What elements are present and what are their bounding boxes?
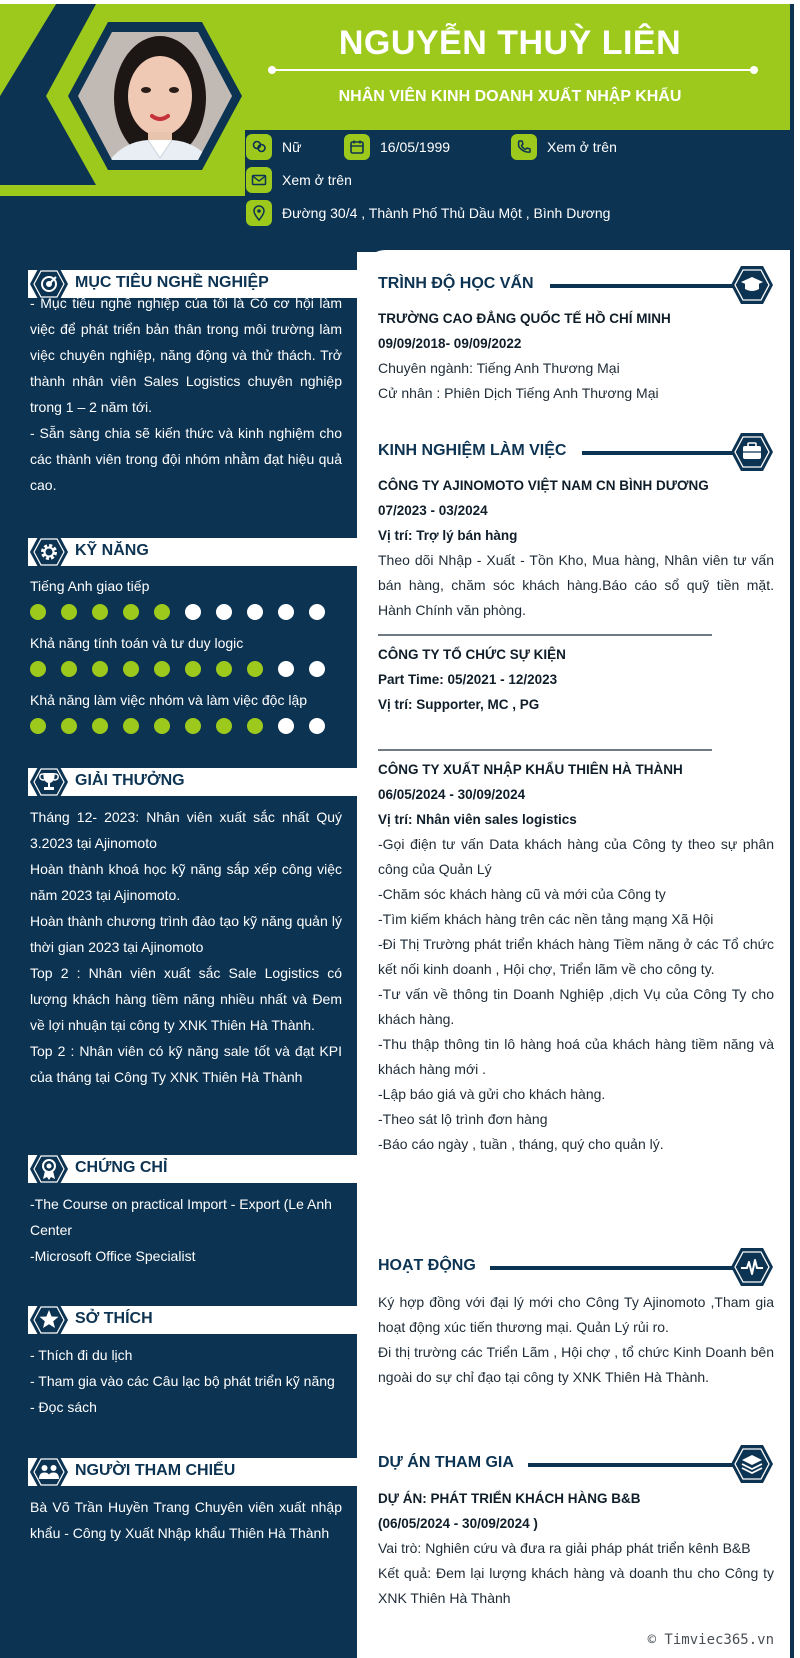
experience-header <box>378 432 774 472</box>
hobby-line: - Tham gia vào các Câu lạc bộ phát triển kỹ năng <box>30 1373 335 1389</box>
rating-dot-filled <box>92 661 108 677</box>
education-header <box>378 265 774 305</box>
rating-dot-filled <box>247 718 263 734</box>
rating-dot-filled <box>216 718 232 734</box>
rating-dot-filled <box>185 661 201 677</box>
rating-dot-filled <box>92 604 108 620</box>
activity-line: Đi thị trường các Triển Lãm , Hội chợ , tổ chức Kinh Doanh bên ngoài do sự chỉ đạo tại công ty XNK Thiên Hà Thành. <box>378 1344 774 1385</box>
project-result: Kết quả: Đem lại lượng khách hàng và doanh thu cho Công ty XNK Thiên Hà Thành <box>378 1565 774 1606</box>
certificate-medal-icon <box>29 1151 69 1187</box>
skill-label: Tiếng Anh giao tiếp <box>30 578 150 594</box>
rating-dot-empty <box>278 661 294 677</box>
job-position: Vị trí: Trợ lý bán hàng <box>378 528 518 543</box>
job-period: Part Time: 05/2021 - 12/2023 <box>378 672 558 687</box>
phone-value: Xem ở trên <box>547 139 617 155</box>
activities-title: HOẠT ĐỘNG <box>378 1257 476 1274</box>
job-detail: -Tìm kiếm khách hàng trên các nền tảng mạng Xã Hội <box>378 911 714 927</box>
job-company: CÔNG TY TỔ CHỨC SỰ KIỆN <box>378 647 566 662</box>
job-entry <box>378 473 774 623</box>
skill-label: Khả năng làm việc nhóm và làm việc độc lập <box>30 692 308 708</box>
education-degree: Cử nhân : Phiên Dịch Tiếng Anh Thương Mại <box>378 385 659 401</box>
gender-value: Nữ <box>282 139 302 155</box>
objective-title: MỤC TIÊU NGHỀ NGHIỆP <box>75 274 269 291</box>
activities-header <box>378 1247 774 1287</box>
email-icon <box>246 167 272 193</box>
activities-body <box>378 1290 774 1390</box>
education-period: 09/09/2018- 09/09/2022 <box>378 336 522 351</box>
location-pin-icon <box>246 200 272 226</box>
certificates-text <box>30 1191 342 1269</box>
people-icon <box>29 1454 69 1490</box>
job-position: Vị trí: Nhân viên sales logistics <box>378 812 577 827</box>
award-line: Top 2 : Nhân viên có kỹ năng sale tốt và đạt KPI của tháng tại Công Ty XNK Thiên Hà Thành <box>30 1043 342 1085</box>
rating-dot-filled <box>30 661 46 677</box>
job-company: CÔNG TY XUẤT NHẬP KHẨU THIÊN HÀ THÀNH <box>378 762 683 777</box>
rating-dot-filled <box>154 718 170 734</box>
job-divider <box>378 634 712 636</box>
projects-title: DỰ ÁN THAM GIA <box>378 1454 514 1471</box>
address-value: Đường 30/4 , Thành Phố Thủ Dầu Một , Bình Dương <box>282 205 611 221</box>
job-detail: -Tư vấn về thông tin Doanh Nghiệp ,dịch Vụ của Công Ty cho khách hàng. <box>378 986 774 1027</box>
job-detail: Theo dõi Nhập - Xuất - Tồn Kho, Mua hàng, Nhân viên tư vấn bán hàng, chăm sóc khách hàng.Báo cáo sổ quỹ tiền mặt. Hành Chính văn phòng. <box>378 552 774 618</box>
contact-gender <box>246 134 301 160</box>
project-role: Vai trò: Nghiên cứu và đưa ra giải pháp phát triển kênh B&B <box>378 1540 751 1556</box>
job-detail: -Báo cáo ngày , tuần , tháng, quý cho quản lý. <box>378 1136 664 1152</box>
certificates-header <box>0 1151 357 1187</box>
award-line: Tháng 12- 2023: Nhân viên xuất sắc nhất Quý 3.2023 tại Ajinomoto <box>30 809 342 851</box>
rating-dot-empty <box>309 718 325 734</box>
briefcase-icon <box>730 432 774 472</box>
project-name: DỰ ÁN: PHÁT TRIỂN KHÁCH HÀNG B&B <box>378 1491 641 1506</box>
hobbies-text <box>30 1342 342 1420</box>
footer-watermark: © Timviec365.vn <box>647 1632 774 1648</box>
hobbies-title: SỞ THÍCH <box>75 1310 153 1327</box>
rating-dot-filled <box>154 604 170 620</box>
job-detail: -Lập báo giá và gửi cho khách hàng. <box>378 1086 606 1102</box>
rating-dot-empty <box>309 661 325 677</box>
job-detail: -Theo sát lộ trình đơn hàng <box>378 1111 548 1127</box>
skill-rating <box>30 604 340 620</box>
awards-text <box>30 804 342 1090</box>
education-body <box>378 306 774 406</box>
awards-title: GIẢI THƯỞNG <box>75 772 185 789</box>
contact-phone <box>511 134 617 160</box>
job-company: CÔNG TY AJINOMOTO VIỆT NAM CN BÌNH DƯƠNG <box>378 478 709 493</box>
contact-address <box>246 200 610 226</box>
awards-header <box>0 764 357 800</box>
job-detail: -Chăm sóc khách hàng cũ và mới của Công ty <box>378 886 666 902</box>
phone-icon <box>511 134 537 160</box>
layers-icon <box>730 1444 774 1484</box>
rating-dot-filled <box>30 604 46 620</box>
award-line: Top 2 : Nhân viên xuất sắc Sale Logistics có lượng khách hàng tiềm năng nhiều nhất và Đem về lợi nhuận tại công ty XNK Thiên Hà Thành. <box>30 965 342 1033</box>
objective-line: - Mục tiêu nghề nghiệp của tôi là Có cơ hội làm việc để phát triển bản thân trong môi trường làm việc chuyên nghiệp, năng động và thử thách. Trở thành nhân viên Sales Logistics chuyên nghiệp trong 1 – 2 năm tới. <box>30 295 342 415</box>
objective-text <box>30 290 342 498</box>
rating-dot-filled <box>123 604 139 620</box>
rating-dot-filled <box>123 718 139 734</box>
rating-dot-filled <box>123 661 139 677</box>
birthday-value: 16/05/1999 <box>380 139 451 155</box>
job-detail: -Thu thập thông tin lô hàng hoá của khách hàng tiềm năng và khách hàng mới . <box>378 1036 774 1077</box>
pulse-icon <box>730 1247 774 1287</box>
experience-title: KINH NGHIỆM LÀM VIỆC <box>378 442 567 459</box>
rating-dot-filled <box>216 661 232 677</box>
award-line: Hoàn thành chương trình đào tạo kỹ năng quản lý thời gian 2023 tại Ajinomoto <box>30 913 342 955</box>
job-period: 07/2023 - 03/2024 <box>378 503 488 518</box>
rating-dot-empty <box>216 604 232 620</box>
rating-dot-filled <box>154 661 170 677</box>
objective-line: - Sẵn sàng chia sẽ kiến thức và kinh nghiệm cho các thành viên trong đội nhóm nhằm đạt hiệu quả cao. <box>30 425 342 493</box>
job-entry <box>378 757 774 1157</box>
rating-dot-filled <box>92 718 108 734</box>
rating-dot-empty <box>278 718 294 734</box>
education-school: TRƯỜNG CAO ĐẲNG QUỐC TẾ HỒ CHÍ MINH <box>378 311 671 326</box>
job-detail: -Gọi điện tư vấn Data khách hàng của Công ty theo sự phân công của Quản Lý <box>378 836 774 877</box>
job-position: Vị trí: Supporter, MC , PG <box>378 697 540 712</box>
projects-body <box>378 1486 774 1611</box>
skill-label: Khả năng tính toán và tư duy logic <box>30 635 244 651</box>
education-major: Chuyên ngành: Tiếng Anh Thương Mại <box>378 360 620 376</box>
rating-dot-empty <box>309 604 325 620</box>
references-title: NGƯỜI THAM CHIẾU <box>75 1462 236 1479</box>
skill-rating <box>30 661 340 677</box>
trophy-icon <box>29 764 69 800</box>
rating-dot-empty <box>278 604 294 620</box>
rating-dot-filled <box>61 604 77 620</box>
rating-dot-empty <box>185 604 201 620</box>
rating-dot-filled <box>30 718 46 734</box>
job-divider <box>378 749 712 751</box>
project-period: (06/05/2024 - 30/09/2024 ) <box>378 1516 538 1531</box>
rating-dot-empty <box>247 604 263 620</box>
job-entry <box>378 642 774 717</box>
candidate-name: NGUYỄN THUỲ LIÊN <box>338 24 682 62</box>
graduation-cap-icon <box>730 265 774 305</box>
name-divider <box>272 69 754 71</box>
gender-icon <box>246 134 272 160</box>
rating-dot-filled <box>61 661 77 677</box>
hobby-line: - Đọc sách <box>30 1399 97 1415</box>
hobbies-header <box>0 1302 357 1338</box>
activity-line: Ký hợp đồng với đại lý mới cho Công Ty Ajinomoto ,Tham gia hoạt động xúc tiến thương mại. Quản Lý rủi ro. <box>378 1294 774 1335</box>
skill-rating <box>30 718 340 734</box>
contact-birthday <box>344 134 450 160</box>
calendar-icon <box>344 134 370 160</box>
gear-icon <box>29 534 69 570</box>
references-header <box>0 1454 357 1490</box>
job-title: NHÂN VIÊN KINH DOANH XUẤT NHẬP KHẨU <box>338 88 682 105</box>
projects-header <box>378 1444 774 1484</box>
certificates-title: CHỨNG CHỈ <box>75 1159 168 1176</box>
certificate-line: -Microsoft Office Specialist <box>30 1248 196 1264</box>
hobby-line: - Thích đi du lịch <box>30 1347 133 1363</box>
education-title: TRÌNH ĐỘ HỌC VẤN <box>378 275 534 292</box>
job-detail: -Đi Thị Trường phát triển khách hàng Tiềm năng ở các Tổ chức kết nối kinh doanh , Hội chợ, Triển lãm về cho công ty. <box>378 936 774 977</box>
contact-email <box>246 167 352 193</box>
rating-dot-filled <box>185 718 201 734</box>
certificate-line: -The Course on practical Import - Export (Le Anh Center <box>30 1196 332 1238</box>
avatar <box>62 20 248 172</box>
award-line: Hoàn thành khoá học kỹ năng sắp xếp công việc năm 2023 tại Ajinomoto. <box>30 861 342 903</box>
email-value: Xem ở trên <box>282 172 352 188</box>
rating-dot-filled <box>247 661 263 677</box>
references-text: Bà Võ Trần Huyền Trang Chuyên viên xuất nhập khẩu - Công ty Xuất Nhập khẩu Thiên Hà Thành <box>30 1499 342 1541</box>
skills-title: KỸ NĂNG <box>75 542 149 559</box>
job-period: 06/05/2024 - 30/09/2024 <box>378 787 526 802</box>
rating-dot-filled <box>61 718 77 734</box>
star-icon <box>29 1302 69 1338</box>
skills-header <box>0 534 357 570</box>
